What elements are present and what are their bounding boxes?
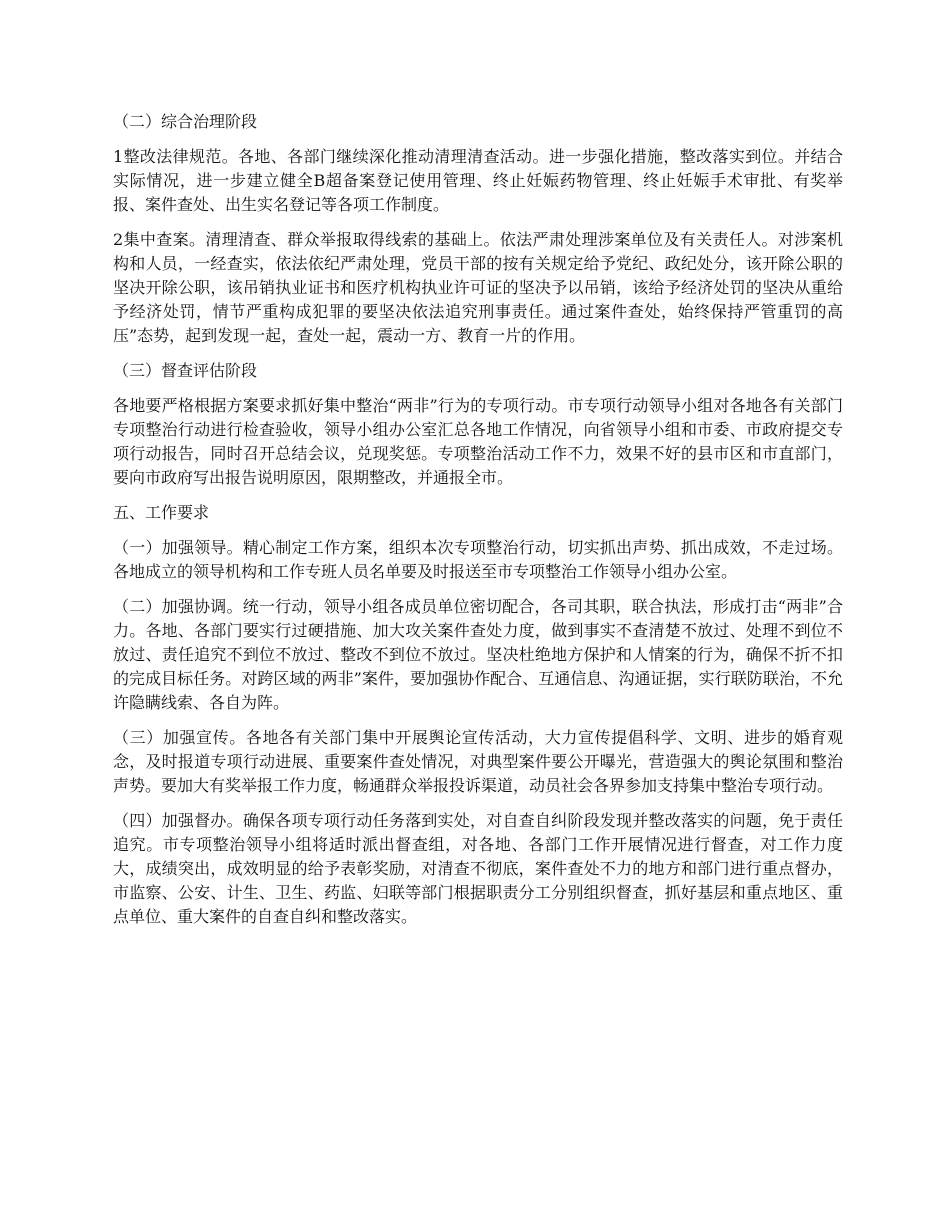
paragraph-strengthen-publicity: （三）加强宣传。各地各有关部门集中开展舆论宣传活动，大力宣传提倡科学、文明、进步的婚育观念，及时报道专项行动进展、重要案件查处情况，对典型案件要公开曝光，营造强大的舆论氛围和整治声势。要加大有奖举报工作力度，畅通群众举报投诉渠道，动员社会各界参加支持集中整治专项行动。: [113, 728, 843, 795]
paragraph-strengthen-supervision: （四）加强督办。确保各项专项行动任务落到实处，对自查自纠阶段发现并整改落实的问题，免于责任追究。市专项整治领导小组将适时派出督查组，对各地、各部门工作开展情况进行督查，对工作力度大，成绩突出，成效明显的给予表彰奖励，对清查不彻底，案件查处不力的地方和部门进行重点督办，市监察、公安、计生、卫生、药监、妇联等部门根据职责分工分别组织督查，抓好基层和重点地区、重点单位、重大案件的自查自纠和整改落实。: [113, 811, 843, 926]
paragraph-concentrated-case-handling: 2集中查案。清理清查、群众举报取得线索的基础上。依法严肃处理涉案单位及有关责任人。对涉案机构和人员，一经查实，依法依纪严肃处理，党员干部的按有关规定给予党纪、政纪处分，该开除公职的坚决开除公职，该吊销执业证书和医疗机构执业许可证的坚决予以吊销，该给予经济处罚的坚决从重给予经济处罚，情节严重构成犯罪的要坚决依法追究刑事责任。通过案件查处，始终保持严管重罚的高压”态势，起到发现一起，查处一起，震动一方、教育一片的作用。: [113, 230, 843, 345]
paragraph-supervision-evaluation: 各地要严格根据方案要求抓好集中整治“两非”行为的专项行动。市专项行动领导小组对各地各有关部门专项整治行动进行检查验收，领导小组办公室汇总各地工作情况，向省领导小组和市委、市政府提交专项行动报告，同时召开总结会议，兑现奖惩。专项整治活动工作不力，效果不好的县市区和市直部门，要向市政府写出报告说明原因，限期整改，并通报全市。: [113, 396, 843, 487]
paragraph-strengthen-leadership: （一）加强领导。精心制定工作方案，组织本次专项整治行动，切实抓出声势、抓出成效，不走过场。各地成立的领导机构和工作专班人员名单要及时报送至市专项整治工作领导小组办公室。: [113, 538, 843, 581]
document-body: [113, 110, 843, 940]
section-heading-supervision-evaluation: （三）督查评估阶段: [113, 361, 258, 380]
section-heading-comprehensive-governance: （二）综合治理阶段: [113, 112, 258, 131]
paragraph-strengthen-coordination: （二）加强协调。统一行动，领导小组各成员单位密切配合，各司其职，联合执法，形成打击“两非”合力。各地、各部门要实行过硬措施、加大攻关案件查处力度，做到事实不查清楚不放过、处理不到位不放过、责任追究不到位不放过、整改不到位不放过。坚决杜绝地方保护和人情案的行为，确保不折不扣的完成目标任务。对跨区域的两非”案件，要加强协作配合、互通信息、沟通证据，实行联防联治，不允许隐瞒线索、各自为阵。: [113, 597, 843, 712]
section-heading-work-requirements: 五、工作要求: [113, 503, 210, 522]
paragraph-rectify-regulations: 1整改法律规范。各地、各部门继续深化推动清理清查活动。进一步强化措施，整改落实到位。并结合实际情况，进一步建立健全B超备案登记使用管理、终止妊娠药物管理、终止妊娠手术审批、有奖举报、案件查处、出生实名登记等各项工作制度。: [113, 147, 843, 214]
